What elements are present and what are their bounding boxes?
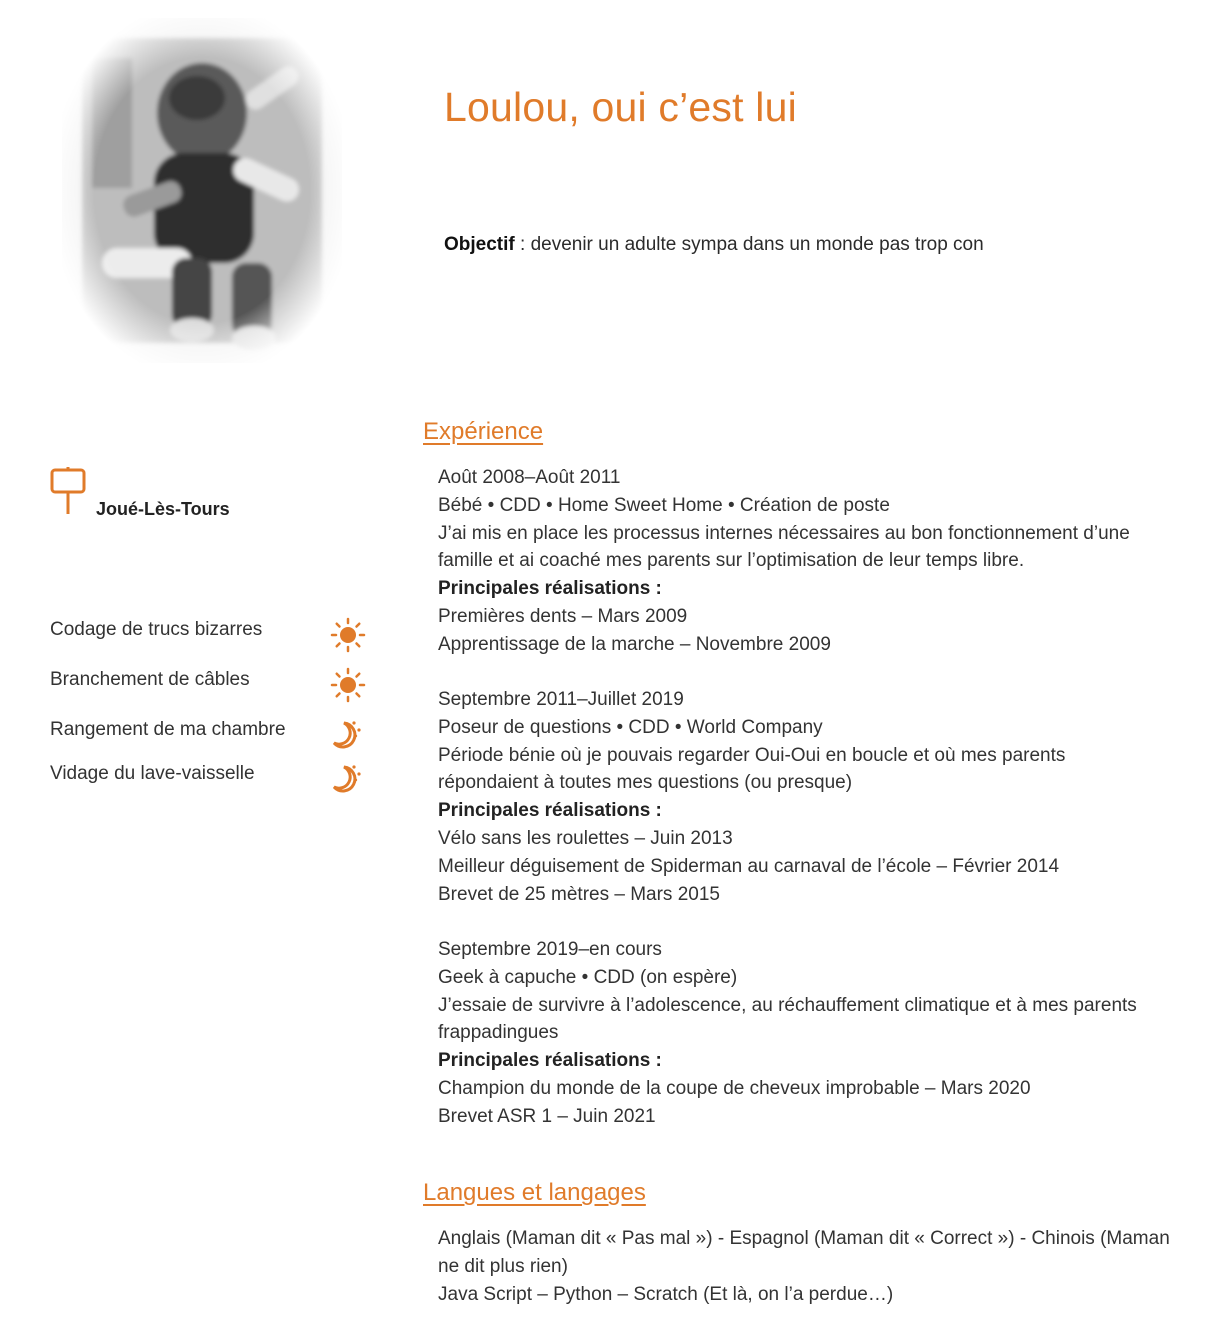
achievements-label: Principales réalisations : [438, 800, 662, 822]
sun-icon [330, 667, 366, 703]
programming-languages: Java Script – Python – Scratch (Et là, on l’a perdue…) [438, 1284, 894, 1305]
job-dates: Septembre 2011–Juillet 2019 [438, 689, 684, 710]
moon-icon [330, 717, 366, 753]
achievement-item: Apprentissage de la marche – Novembre 2009 [438, 633, 831, 655]
experience-entry [438, 936, 1138, 1131]
profile-photo [62, 18, 342, 363]
skill-label: Branchement de câbles [50, 669, 250, 690]
achievements-label: Principales réalisations : [438, 578, 662, 600]
experience-heading: Expérience [423, 418, 544, 445]
job-dates: Septembre 2019–en cours [438, 939, 662, 960]
skill-item [50, 665, 380, 715]
objective-label: Objectif [444, 234, 515, 255]
skill-item [50, 715, 380, 759]
objective-text: : devenir un adulte sympa dans un monde pas trop con [514, 234, 984, 255]
languages-content [438, 1225, 1178, 1309]
signpost-icon [48, 466, 88, 516]
location-city: Joué-Lès-Tours [96, 499, 230, 519]
skill-item [50, 759, 380, 809]
objective [444, 234, 984, 256]
achievement-item: Champion du monde de la coupe de cheveux improbable – Mars 2020 [438, 1077, 1031, 1099]
languages-heading: Langues et langages [423, 1179, 646, 1206]
achievement-item: Vélo sans les roulettes – Juin 2013 [438, 827, 733, 849]
job-role: Geek à capuche • CDD (on espère) [438, 966, 738, 988]
experience-entry [438, 464, 1168, 659]
moon-icon [330, 761, 366, 797]
candidate-name: Loulou, oui c’est lui [444, 84, 797, 130]
experience-entry [438, 686, 1138, 908]
job-dates: Août 2008–Août 2011 [438, 467, 621, 488]
sun-icon [330, 617, 366, 653]
skill-label: Codage de trucs bizarres [50, 619, 263, 640]
skill-label: Rangement de ma chambre [50, 719, 286, 740]
job-role: Bébé • CDD • Home Sweet Home • Création de poste [438, 494, 890, 516]
achievements-label: Principales réalisations : [438, 1050, 662, 1072]
job-description: J’ai mis en place les processus internes nécessaires au bon fonctionnement d’une famille et ai coaché mes parents sur l’optimisation de leur temps libre. [438, 522, 1130, 572]
skill-label: Vidage du lave-vaisselle [50, 763, 255, 784]
job-description: J’essaie de survivre à l’adolescence, au réchauffement climatique et à mes parents frappadingues [438, 994, 1137, 1044]
job-role: Poseur de questions • CDD • World Company [438, 716, 823, 738]
skill-item [50, 615, 380, 665]
achievement-item: Brevet de 25 mètres – Mars 2015 [438, 883, 720, 905]
spoken-languages: Anglais (Maman dit « Pas mal ») - Espagnol (Maman dit « Correct ») - Chinois (Maman ne dit plus rien) [438, 1228, 1170, 1277]
achievement-item: Meilleur déguisement de Spiderman au carnaval de l’école – Février 2014 [438, 855, 1060, 877]
achievement-item: Brevet ASR 1 – Juin 2021 [438, 1105, 656, 1127]
achievement-item: Premières dents – Mars 2009 [438, 605, 688, 627]
job-description: Période bénie où je pouvais regarder Oui-Oui en boucle et où mes parents répondaient à toutes mes questions (ou presque) [438, 744, 1066, 794]
skills-list [50, 615, 380, 809]
